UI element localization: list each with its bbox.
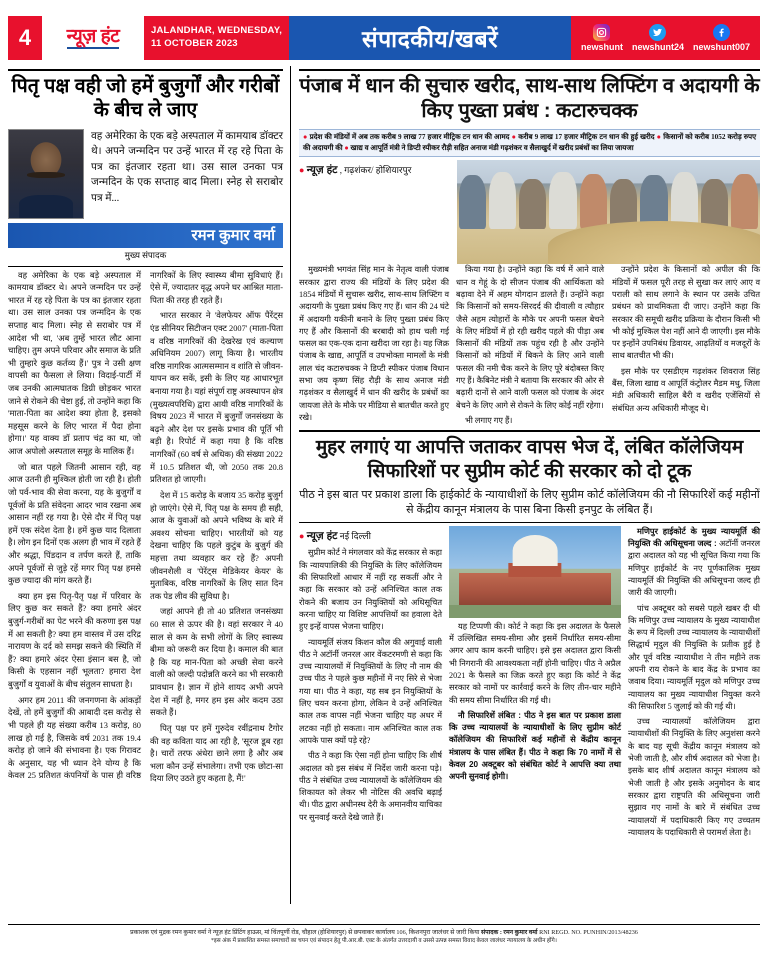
page-content — [8, 66, 760, 904]
court-lawn — [449, 605, 621, 618]
newspaper-page — [0, 16, 768, 956]
page-number: 4 — [8, 16, 42, 60]
facebook-icon — [713, 24, 730, 41]
editorial-paragraph: वह अमेरिका के एक बड़े अस्पताल में कामयाब डॉक्टर थे। अपने जन्मदिन पर उन्हें भारत में रह रहे पिता के पत्र का इंतजार रहता था। उस साल उनका पत्र जन्मदिन के एक सप्ताह बाद मिला। स्नेह से सराबोर पत्र में आदेश भी था, 'अब तुम्हें भारत लौट आना चाहिए। तुम अपने परिवार और समाज के प्रति भी तुम्हारे कुछ कर्तव्य हैं।' पुत्र ने उसी क्षण वापसी का फैसला ले लिया। विदाई-पार्टी में जब उनकी आत्मघातक डिग्री छोड़कर भारत जाने से रोकने की चेष्टा हुई, तो उन्होंने कहा कि 'माता-पिता का आदेश क्या होता है, इसको महसूस करने के लिए भारत में पैदा होना होगा।' यह वाक्य डॉ प्रताप चंद्र का था, जो आज अपोलो अस्पताल समूह के मालिक हैं। — [8, 270, 141, 457]
sc-story-body — [299, 526, 760, 842]
footer-editor: संपादक : रमन कुमार वर्मा — [480, 929, 538, 937]
lead-paragraph: उन्होंने प्रदेश के किसानों को अपील की कि मंडियों में फसल पूरी तरह से सुखा कर लाएं आए व पराली को साथ लगाने के स्थान पर उसके उचित प्रबंधन को प्राथमिकता दी जाए। उन्होंने कहा कि सरकार की समूची खरीद प्रक्रिया के दौरान किसी भी भी कोई मुश्किल पेश नहीं आने दी जाएगी। इस मौके पर इन्होंने उपनिबंध डिवायर, आढ़तियों व मजदूरों के साथ बातचीत भी की। — [612, 265, 760, 361]
editorial-paragraph: भारत सरकार ने 'वेलफेयर ऑफ पैरेंट्स एंड सीनियर सिटीजन एक्ट 2007' (माता-पिता व वरिष्ठ नागरिकों की देखरेख एवं कल्याण अधिनियम 2007) लागू किया है। भारतीय वरिष्ठ नागरिक आत्मसम्मान व शांति से जीवन-यापन कर सकें, इसी के लिए यह आधारभूत बनाया गया है। यहां संपूर्ण राष्ट्र अवस्थापन क्षेत्र (मुख्यत्वपरिधि) द्वारा आयी वरिष्ठ नागरिकों के विषय 2023 में भारत में बुजुर्गों जनसंख्या के बढ़ने और देश पर इसके प्रभाव की पूर्ति भी बड़ी है। रिपोर्ट में कहा गया है कि वरिष्ठ नागरिकों (60 वर्ष से अधिक) की संख्या 2022 में 10.5 प्रतिशत थी, जो 2050 तक 20.8 प्रतिशत हो जाएगी। — [150, 311, 283, 485]
lead-story-bullets — [299, 129, 760, 157]
editor-portrait — [8, 129, 84, 219]
instagram-icon — [593, 24, 610, 41]
bullet-marker: ● — [511, 133, 517, 141]
lead-story-col1 — [299, 264, 449, 427]
sc-paragraph — [628, 526, 760, 600]
footer-line1 — [8, 928, 760, 937]
lead-paragraph: मुख्यमंत्री भगवंत सिंह मान के नेतृत्व वाली पंजाब सरकार द्वारा राज्य की मंडियों के लिए प्रदेश की 1854 मंडियों में सुचारू खरीद, साथ-साथ लिफ्टिंग व अदायगी के पुख्ता प्रबंध किए गए हैं। धान की 24 घंटे में अदायगी यकीनी बनाने के लिए पुख्ता प्रबंध किए गए हैं और किसानों की बरबादी को हाथ चली गई फसल का एक-एक दाना खरीदा जा रहा है। यह जिक्र पंजाब के खाद्य, आपूर्ति व उपभोक्ता मामलों के मंत्री लाल चंद कटारुचक्क ने डिप्टी स्पीकर पंजाब विधान सभा जय कृष्ण सिंह रौड़ी के साथ अनाज मंडी गढ़शंकर व सैलाखुर्द में धान की खरीद के प्रबंधों का जायजा लेते के मौके पर मीडिया से बातचीत करते हुए रखे। — [299, 265, 449, 422]
supreme-court-photo — [449, 526, 621, 618]
masthead — [8, 16, 760, 60]
lead-paragraph: भी लगाए गए हैं। — [465, 415, 513, 425]
edition-date-line2: 11 OCTOBER 2023 — [151, 38, 238, 49]
editorial-paragraph: अगर हम 2011 की जनगणना के आंकड़ों देखें, तो हमें बुजुर्गों की आबादी दस करोड़ से भी पहले ही यह संख्या करीब 13 करोड़, 80 लाख हो गई है, जिसके वर्ष 2031 तक 19.4 करोड़ हो जाने की संभावना है। एक गिरावट के अनुसार, यह भी ध्यान देने योग्य है कि केवल 25 प्रतिशत कंपनियों के पास ही वरिष्ठ नागरिकों के लिए स्वास्थ्य बीमा सुविधाएं हैं। ऐसे में, ज्यादातर वृद्ध अपने घर आश्रित माता-पिता की तरह ही रहते हैं। — [8, 270, 283, 781]
bullet-text: प्रदेश की मंडियों में अब तक करीब 9 लाख 77 हजार मीट्रिक टन धान की आमद — [309, 133, 510, 141]
court-building-base — [459, 573, 610, 606]
section-title: संपादकीय/खबरें — [289, 16, 571, 60]
social-twitter[interactable] — [632, 24, 684, 52]
byline-place: नई दिल्ली — [339, 530, 371, 541]
twitter-icon — [649, 24, 666, 41]
editorial-author: रमन कुमार वर्मा — [8, 223, 283, 248]
sc-paragraph: न्यायमूर्ति संजय किशन कौल की अगुवाई वाली पीठ ने अटॉर्नी जनरल आर वेंकटरमणी से कहा कि उच्च न्यायालयों में नियुक्तियों के लिए नौ नाम की उच्च पीठ ने पहले कुछ महीनों में नए सिरे से भेजा गया था। पीठ ने कहा, यह सब इन नियुक्तियों के लिए चयन करना होगा, लेकिन वे उन्हें अनिश्चित काल तक वापस नहीं भेजना चाहिए यह अधर में लटका नहीं हो सकता। नाम अनिश्चित काल तक आपके पास क्यों पड़े रहे? — [299, 637, 442, 745]
sc-paragraph: यह टिप्पणी की। कोर्ट ने कहा कि इस अदालत के फैसले में उल्लिखित समय-सीमा और इसमें निर्धारित समय-सीमा अगर आप काम करनी चाहिए। इसे इस अदालत द्वारा किसी भी निगरानी की आवश्यकता नहीं होनी चाहिए। पीठ ने अप्रैल 2021 के फैसले का जिक्र करते हुए कहा कि कोर्ट ने केंद्र सरकार को नामों पर कार्रवाई करने के लिए तीन-चार महीने की समय सीमा निर्धारित की गई थी। — [449, 621, 621, 705]
sc-story-col1 — [299, 526, 442, 842]
manipur-subheading: मणिपुर हाईकोर्ट के मुख्य न्यायमूर्ति की नियुक्ति की अधिसूचना जल्द : — [628, 526, 760, 549]
footer-line2: *इस अंक में प्रकाशित समस्त समाचारों का चयन एवं संपादन हेतु पी.आर.बी. एक्ट के अंतर्गत उत्तरदायी व उससे उत्पन्न समस्त विवाद केवल जालंधर न्यायालय के अधीन होंगे। — [211, 938, 557, 945]
editorial-lead: वह अमेरिका के एक बड़े अस्पताल में कामयाब डॉक्टर थे। अपने जन्मदिन पर उन्हें भारत में रह रहे पिता के पत्र का इंतजार रहता था। उस साल उनका पत्र जन्मदिन के एक सप्ताह बाद मिला। स्नेह से सराबोर पत्र में... — [91, 130, 283, 204]
lead-paragraph: किया गया है। उन्होंने कहा कि वर्ष में आने वाले धान व गेहूं के दो सीजन पंजाब की आर्थिकता को बढ़ावा देने में अहम योगदान डालते हैं। उन्होंने कहा कि किसानों को समय-सिरदर्द की दीवाली व त्यौहार जैसे अहम त्योहारों के मौके पर अपनी फसल बेचने के लिए मंडियों में हो रही खरीद पहले की पीड़ा अब किसानों की मंडियों तक पहुंच रही है और उन्होंने किसानों को मंडियों में बिकने के लिए आने वाली फसल की नमी चैक करने के लिए पूरे बंदोबस्त किए गए हैं। कैबिनेट मंत्री ने बताया कि सरकार की ओर से बढ़ारी दानों से आने वाली फसल को पंजाब के अंदर बेचने के लिए आगे से रोकने के लिए कोई नहीं रहेगा। — [456, 265, 604, 410]
editorial-paragraph: देश में 15 करोड़ के बजाय 35 करोड़ बुजुर्ग हो जाएंगे। ऐसे में, पितृ पक्ष के समय ही सही, आज के युवाओं को अपने भविष्य के बारे में अवश्य सोचना चाहिए। भारतीयों को यह देखना चाहिए कि पहले कुटुंब के बुजुर्ग की महत्ता तथा व्यवहार कर रहे हैं? अपनी जीवनशैली व 'पेरेंट्स मेडिकेयर केयर' के मुताबिक, वरिष्ठ नागरिकों के लिए सात दिन तक पेड लीव की सुविधा है। — [150, 490, 283, 601]
byline-marker: ● — [299, 165, 305, 176]
divider — [8, 266, 283, 267]
bullet-marker: ● — [656, 133, 662, 141]
sc-story-headline: मुहर लगाएं या आपत्ति जताकर वापस भेज दें, लंबित कॉलेजियम सिफारिशों पर सुप्रीम कोर्ट की सरकार को दो टूक — [315, 437, 744, 483]
sc-subheading: नौ सिफारिशें लंबित : पीठ ने इस बात पर प्रकाश डाला कि उच्च न्यायालयों के न्यायाधीशों के लिए सुप्रीम कोर्ट कॉलेजियम की सिफारिशें कई महीनों से केंद्रीय कानून मंत्रालय के पास लंबित हैं। पीठ ने कहा कि 70 नामों में से केवल 20 अक्टूबर को संबंधित कोर्ट ने आपत्ति क्या तथा अपनी सुनवाई होगी। — [449, 710, 621, 782]
lead-paragraph: इस मौके पर एसडीएम गढ़शंकर शिवराज सिंह बैंस, जिला खाद्य व आपूर्ति कंट्रोलर मैडम मधु, जिला मंडी अधिकारी साहिल बैरी व खरीद एजेंसियों से संबंधित अन्य अधिकारी मौजूद थे। — [612, 366, 760, 413]
editorial-paragraph: जहां आपने ही तो 40 प्रतिशत जनसंख्या 60 साल से ऊपर की है। वहां सरकार ने 40 साल से कम के सभी लोगों के लिए स्वास्थ्य बीमा को जरूरी कर दिया है। कमाल की बात है कि यह मान-पिता को अच्छी सेवा करने वाली को जल्दी पदोन्नति करने का भी सरकारी प्रावधान है। ज्ञान में होने शायद अभी अपने देश में नहीं है, मगर हम इस ओर कदम उठा सकते हैं। — [150, 607, 283, 718]
editorial-column — [8, 66, 291, 904]
manipur-text: अटॉर्नी जनरल द्वारा अदालत को यह भी सूचित किया गया कि मणिपुर हाईकोर्ट के नए पूर्णकालिक मुख्य न्यायमूर्ति की नियुक्ति की अधिसूचना जल्द ही जारी की जाएगी। — [628, 539, 761, 598]
sc-story-subhead: पीठ ने इस बात पर प्रकाश डाला कि हाईकोर्ट के न्यायाधीशों के लिए सुप्रीम कोर्ट कॉलेजियम की नौ सिफारिशें कई महीनों से केंद्रीय कानून मंत्रालय के पास बिना किसी इनपुट के लंबित हैं। — [299, 489, 760, 516]
court-dome — [513, 535, 558, 566]
photo-figures — [457, 167, 760, 229]
sc-paragraph: पांच अक्टूबर को सबसे पहले खबर दी थी कि मणिपुर उच्च न्यायालय के मुख्य न्यायाधीश के रूप में दिल्ली उच्च न्यायालय के न्यायाधीशों सिद्धार्थ मृदुल की नियुक्ति के प्रतीक हुई है और पूर्व वरिष्ठ न्यायाधीश ने तीन महीने तक अपनी राय रोकने के बाद केंद्र के प्रभाव का जवाब दिया। न्यायमूर्ति मृदुल को मणिपुर उच्च न्यायालय का मुख्य न्यायाधीश नियुक्त करने की सिफारिश 5 जुलाई को की गई थी। — [628, 603, 760, 711]
lead-story-col2 — [456, 264, 760, 427]
editorial-author-title: मुख्य संपादक — [124, 249, 167, 260]
footer-imprint: प्रकाशक एवं मुद्रक रमन कुमार वर्मा ने न्यूज़ हंट प्रिंटिंग हाऊस, मां चिंतपूर्णी रोड, चौहाल (होशियारपुर) से छपवाकर कार्यालय 106, किशनपुरा जालंधर से जारी किया — [130, 929, 480, 937]
byline-place: गढ़शंकर/ होशियारपुर — [344, 165, 412, 176]
sc-paragraph: पीठ ने कहा कि ऐसा नहीं होना चाहिए कि शीर्ष अदालत को इस संबंध में निर्देश जारी करना पड़े। पीठ ने संबंधित उच्च न्यायालयों के कॉलेजियम की शिकायत को लेकर भी नोटिस की अवधि बढ़ाई थी। पीठ द्वारा अधीनस्थ देरी के अमानवीय याचिका पर सुनवाई करते देखे जाते हैं। — [299, 751, 442, 822]
divider — [299, 430, 760, 432]
lead-story-byline — [299, 163, 449, 177]
social-instagram[interactable] — [581, 24, 623, 52]
facebook-handle: newshunt007 — [692, 42, 750, 52]
byline-source: न्यूज़ हंट — [306, 164, 338, 177]
bullet-text: खाद्य व आपूर्ति मंत्री ने डिप्टी स्पीकर रौड़ी सहित अनाज मंडी गढ़शंकर व सैलाखुर्द में खरीद प्रबंधों का लिया जायजा — [350, 144, 634, 153]
bullet-text: किसानों को करीब 1052 करोड़ रुपए की अदायगी की — [303, 133, 757, 153]
page-footer — [8, 924, 760, 946]
publication-logo-text: न्यूज़ हंट — [66, 26, 120, 48]
sc-story-col2 — [449, 526, 621, 842]
lead-story-body — [299, 264, 760, 427]
sc-story-byline — [299, 529, 442, 545]
lead-story-headline: पंजाब में धान की सुचारु खरीद, साथ-साथ लिफ्टिंग व अदायगी के किए पुख्ता प्रबंध : कटारुचक्क — [299, 75, 760, 122]
editorial-headline: पितृ पक्ष वही जो हमें बुजुर्गों और गरीबों के बीच ले जाए — [11, 75, 280, 121]
byline-separator: , — [339, 165, 342, 176]
bullet-text: करीब 9 लाख 17 हजार मीट्रिक टन धान की हुई खरीद — [518, 133, 655, 141]
divider — [299, 522, 760, 523]
byline-marker: ● — [299, 530, 305, 541]
divider — [8, 69, 283, 71]
grain-market-photo — [457, 160, 760, 264]
social-links — [571, 16, 760, 60]
sc-paragraph: उच्च न्यायालयों कॉलेजियम द्वारा न्यायाधीशों की नियुक्ति के लिए अनुशंसा करने के बाद यह सूची केंद्रीय कानून मंत्रालय को भेजी जाती है, और शीर्ष अदालत को भेजा है। इसके बाद शीर्ष अदालत कानून मंत्रालय को भेजी जाती है और इसके अनुमोदन के बाद सरकार द्वारा राष्ट्रपति की अधिसूचना जारी सुझाव गए नामों के बारे में संबंधित उच्च न्यायालयों में पदाधिकारी किए गए उच्चतम न्यायालय के पदाधिकारी से परामर्श लेता है। — [628, 717, 760, 837]
news-column — [291, 66, 760, 904]
editorial-paragraph: क्या हम इस पितृ-पैतृ पक्ष में परिवार के लिए कुछ कर सकते हैं? क्या हमारे अंदर बुजुर्ग-गरीबों का पेट भरने की करुणा इस पक्ष में आ सकती है? क्या हम वास्तव में उस दरिद्र नारायण के दर्द को समझ सकने की स्थिति में हैं? क्या हमारे अंदर ऐसा इंसान बस है, जो किसी के एहसान नहीं भूलता? हमारा देश बुजुर्गों व युवाओं के बीच संतुलन साधता है। — [8, 591, 141, 690]
editorial-intro — [8, 129, 283, 219]
editorial-body — [8, 270, 283, 786]
editorial-paragraph: जो बात पहले जितनी आसान रही, वह आज उतनी ही मुश्किल होती जा रही है। होती जो पर्व-भाव की सेवा करना, यह के बुजुर्गों व पूर्वजों के प्रति संवेदना आदर भाव रखना अब आसान नहीं रह गया है। ऐसे दौर में पितृ पक्ष हमें एक संदेश देता है। हमें कुछ याद दिलाता है। लोग इन दिनों एक अलग ही भाव में रहते हैं और श्रद्धा, पिंडदान व तर्पण करते हैं, ताकि अपने पूर्वजों से जुड़े रहें मगर पितृ पक्ष हमसे कुछ ज्यादा की मांग करते हैं। — [8, 462, 141, 586]
instagram-handle: newshunt — [580, 42, 623, 52]
edition-date-line1: JALANDHAR, WEDNESDAY, — [151, 25, 283, 37]
divider — [299, 69, 760, 71]
bullet-marker: ● — [303, 133, 308, 141]
footer-rni: RNI REGD. NO. PUNHIN/2013/48236 — [539, 929, 638, 937]
twitter-handle: newshunt24 — [631, 42, 684, 52]
publication-logo[interactable] — [42, 16, 144, 60]
byline-source: न्यूज़ हंट — [306, 529, 338, 542]
bullet-marker: ● — [344, 144, 349, 153]
sc-paragraph: सुप्रीम कोर्ट ने मंगलवार को केंद्र सरकार से कहा कि न्यायपालिकी की नियुक्ति के लिए कॉलेजियम की सिफारिशों आधार में नहीं रह सकतीं और ने कहा कि सरकार को उन्हें अनिश्चित काल तक रोकने की बजाय उन नियुक्तियों को अधिसूचित करना चाहिए या विशिष्ट आपत्तियों का हवाला देते हुए इन्हें वापस भेजना चाहिए। — [299, 548, 442, 632]
sc-story-col3 — [628, 526, 760, 842]
social-facebook[interactable] — [693, 24, 750, 52]
sc-paragraph — [449, 710, 621, 784]
edition-date — [144, 16, 289, 60]
editorial-paragraph: पितृ पक्ष पर हमें गुरुदेव रवींद्रनाथ टैगोर की वह कविता याद आ रही है, 'सूरज डूब रहा है। चारों तरफ अंधेरा छाने लगा है और अब भला कौन उन्हें संभालेगा। तभी एक छोटा-सा दिया लिए उठते हुए कहता है, मैं!' — [150, 723, 283, 784]
